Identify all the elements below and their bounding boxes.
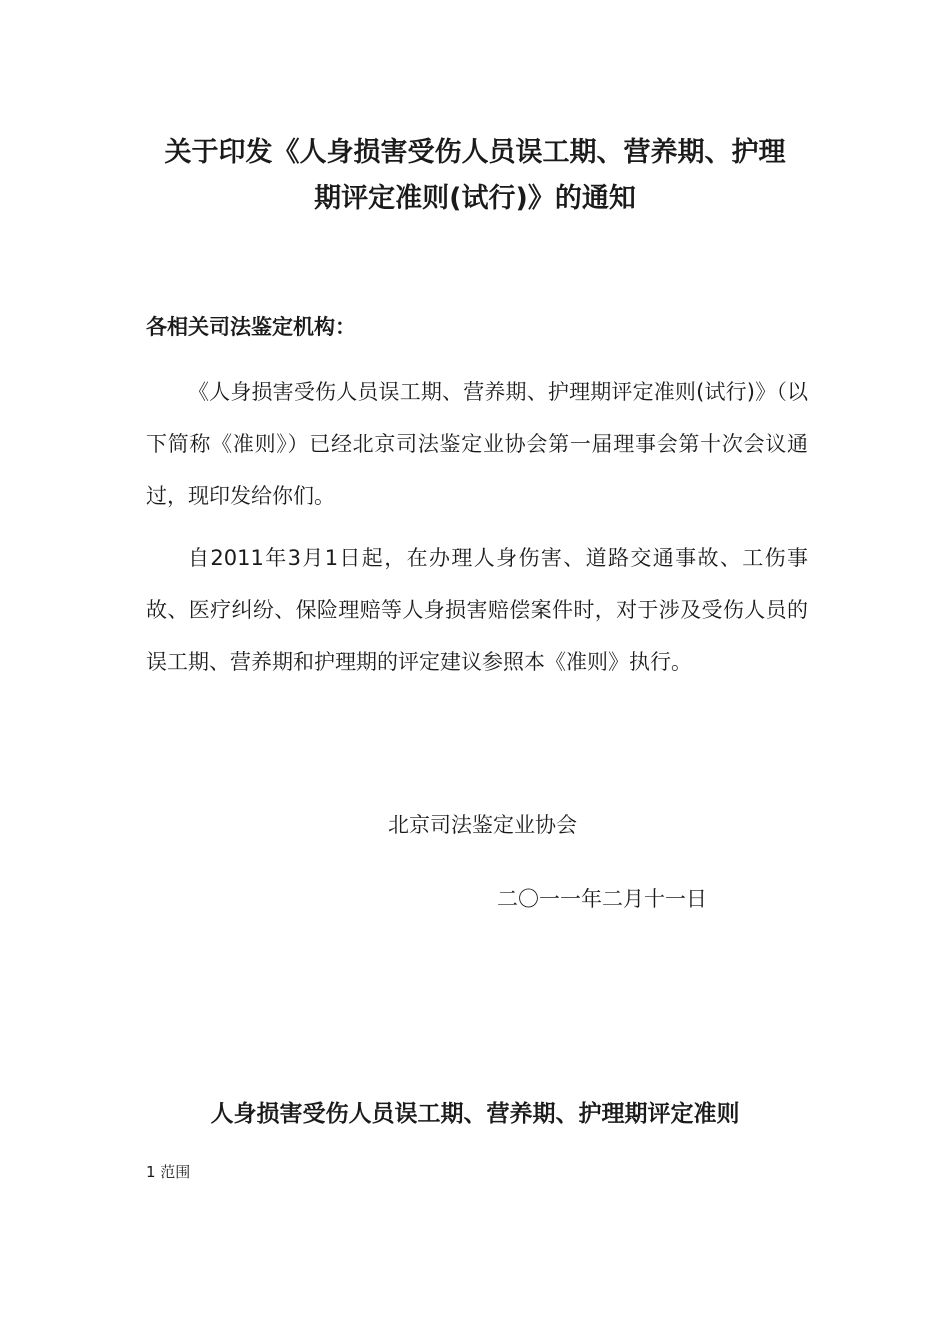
- signature-organization: 北京司法鉴定业协会: [388, 813, 577, 837]
- standard-title: 人身损害受伤人员误工期、营养期、护理期评定准则: [210, 1101, 740, 1127]
- salutation: 各相关司法鉴定机构：: [146, 315, 356, 339]
- signature-date: 二〇一一年二月十一日: [497, 887, 707, 911]
- document-title: [120, 130, 830, 222]
- section-heading: 1 范围: [146, 1163, 191, 1181]
- title-line-1: 关于印发《人身损害受伤人员误工期、营养期、护理: [164, 137, 786, 168]
- title-line-2: 期评定准则(试行)》的通知: [314, 183, 636, 214]
- body-paragraph-2: 自2011年3月1日起，在办理人身伤害、道路交通事故、工伤事故、医疗纠纷、保险理赔等人身损害赔偿案件时，对于涉及受伤人员的误工期、营养期和护理期的评定建议参照本《准则》执行。: [146, 546, 808, 674]
- body-paragraph-1: 《人身损害受伤人员误工期、营养期、护理期评定准则(试行)》（以下简称《准则》）已经北京司法鉴定业协会第一届理事会第十次会议通过，现印发给你们。: [146, 380, 808, 508]
